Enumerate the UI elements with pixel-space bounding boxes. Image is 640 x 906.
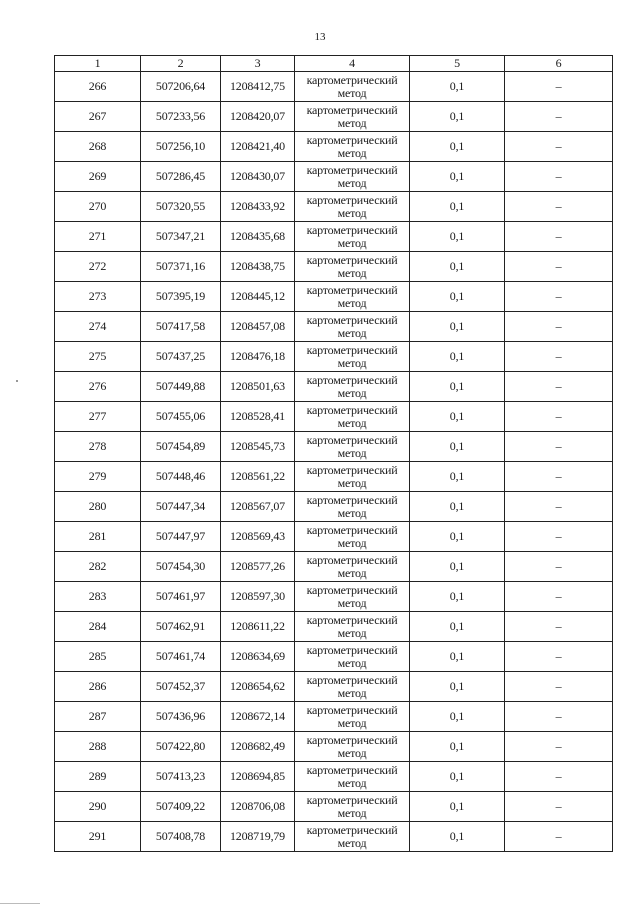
- x-coordinate-cell: 507347,21: [141, 222, 221, 252]
- accuracy-cell: 0,1: [410, 102, 505, 132]
- x-coordinate-cell: 507409,22: [141, 792, 221, 822]
- method-line1: картометрический: [306, 822, 398, 837]
- method-line1: картометрический: [306, 282, 398, 297]
- description-cell: –: [505, 792, 613, 822]
- column-header: 3: [221, 56, 295, 72]
- page-number: 13: [314, 31, 326, 43]
- y-coordinate-cell: 1208706,08: [221, 792, 295, 822]
- accuracy-cell: 0,1: [410, 612, 505, 642]
- method-cell: [295, 732, 410, 762]
- point-number-cell: 276: [55, 372, 141, 402]
- accuracy-cell: 0,1: [410, 312, 505, 342]
- point-number-cell: 286: [55, 672, 141, 702]
- method-line2: метод: [337, 535, 367, 550]
- table-row: [55, 102, 613, 132]
- accuracy-cell: 0,1: [410, 732, 505, 762]
- y-coordinate-cell: 1208445,12: [221, 282, 295, 312]
- column-header: 6: [505, 56, 613, 72]
- accuracy-cell: 0,1: [410, 372, 505, 402]
- description-cell: –: [505, 222, 613, 252]
- method-line2: метод: [337, 235, 367, 250]
- x-coordinate-cell: 507454,89: [141, 432, 221, 462]
- method-line1: картометрический: [306, 192, 398, 207]
- table-row: [55, 72, 613, 102]
- method-cell: [295, 72, 410, 102]
- method-line1: картометрический: [306, 222, 398, 237]
- accuracy-cell: 0,1: [410, 522, 505, 552]
- description-cell: –: [505, 312, 613, 342]
- table-row: [55, 432, 613, 462]
- accuracy-cell: 0,1: [410, 792, 505, 822]
- x-coordinate-cell: 507447,97: [141, 522, 221, 552]
- method-line1: картометрический: [306, 372, 398, 387]
- method-line1: картометрический: [306, 402, 398, 417]
- column-header: 4: [295, 56, 410, 72]
- method-line2: метод: [337, 745, 367, 760]
- method-line2: метод: [337, 805, 367, 820]
- x-coordinate-cell: 507462,91: [141, 612, 221, 642]
- method-cell: [295, 402, 410, 432]
- x-coordinate-cell: 507437,25: [141, 342, 221, 372]
- y-coordinate-cell: 1208577,26: [221, 552, 295, 582]
- table-row: [55, 702, 613, 732]
- description-cell: –: [505, 192, 613, 222]
- accuracy-cell: 0,1: [410, 552, 505, 582]
- y-coordinate-cell: 1208421,40: [221, 132, 295, 162]
- y-coordinate-cell: 1208435,68: [221, 222, 295, 252]
- x-coordinate-cell: 507256,10: [141, 132, 221, 162]
- x-coordinate-cell: 507286,45: [141, 162, 221, 192]
- point-number-cell: 269: [55, 162, 141, 192]
- table-row: [55, 612, 613, 642]
- method-line2: метод: [337, 295, 367, 310]
- x-coordinate-cell: 507447,34: [141, 492, 221, 522]
- table-row: [55, 792, 613, 822]
- point-number-cell: 275: [55, 342, 141, 372]
- table-row: [55, 822, 613, 852]
- point-number-cell: 278: [55, 432, 141, 462]
- y-coordinate-cell: 1208561,22: [221, 462, 295, 492]
- description-cell: –: [505, 582, 613, 612]
- table-row: [55, 732, 613, 762]
- point-number-cell: 290: [55, 792, 141, 822]
- point-number-cell: 274: [55, 312, 141, 342]
- point-number-cell: 281: [55, 522, 141, 552]
- method-line1: картометрический: [306, 132, 398, 147]
- method-line1: картометрический: [306, 102, 398, 117]
- accuracy-cell: 0,1: [410, 822, 505, 852]
- y-coordinate-cell: 1208634,69: [221, 642, 295, 672]
- method-line2: метод: [337, 835, 367, 850]
- x-coordinate-cell: 507371,16: [141, 252, 221, 282]
- description-cell: –: [505, 372, 613, 402]
- method-cell: [295, 552, 410, 582]
- point-number-cell: 282: [55, 552, 141, 582]
- table-row: [55, 342, 613, 372]
- table-row: [55, 222, 613, 252]
- accuracy-cell: 0,1: [410, 762, 505, 792]
- description-cell: –: [505, 672, 613, 702]
- method-cell: [295, 102, 410, 132]
- method-cell: [295, 252, 410, 282]
- point-number-cell: 285: [55, 642, 141, 672]
- method-line1: картометрический: [306, 612, 398, 627]
- method-cell: [295, 792, 410, 822]
- description-cell: –: [505, 162, 613, 192]
- point-number-cell: 289: [55, 762, 141, 792]
- point-number-cell: 291: [55, 822, 141, 852]
- method-line2: метод: [337, 625, 367, 640]
- method-line1: картометрический: [306, 492, 398, 507]
- y-coordinate-cell: 1208438,75: [221, 252, 295, 282]
- y-coordinate-cell: 1208654,62: [221, 672, 295, 702]
- description-cell: –: [505, 552, 613, 582]
- method-line1: картометрический: [306, 642, 398, 657]
- table-row: [55, 492, 613, 522]
- accuracy-cell: 0,1: [410, 462, 505, 492]
- method-line1: картометрический: [306, 792, 398, 807]
- accuracy-cell: 0,1: [410, 222, 505, 252]
- table-row: [55, 672, 613, 702]
- method-cell: [295, 342, 410, 372]
- accuracy-cell: 0,1: [410, 132, 505, 162]
- accuracy-cell: 0,1: [410, 282, 505, 312]
- accuracy-cell: 0,1: [410, 252, 505, 282]
- method-line2: метод: [337, 685, 367, 700]
- description-cell: –: [505, 282, 613, 312]
- description-cell: –: [505, 462, 613, 492]
- accuracy-cell: 0,1: [410, 492, 505, 522]
- method-cell: [295, 192, 410, 222]
- point-number-cell: 284: [55, 612, 141, 642]
- y-coordinate-cell: 1208433,92: [221, 192, 295, 222]
- point-number-cell: 288: [55, 732, 141, 762]
- point-number-cell: 271: [55, 222, 141, 252]
- description-cell: –: [505, 522, 613, 552]
- description-cell: –: [505, 822, 613, 852]
- coordinates-table: [54, 55, 613, 852]
- accuracy-cell: 0,1: [410, 702, 505, 732]
- method-cell: [295, 822, 410, 852]
- description-cell: –: [505, 102, 613, 132]
- x-coordinate-cell: 507417,58: [141, 312, 221, 342]
- y-coordinate-cell: 1208545,73: [221, 432, 295, 462]
- method-line2: метод: [337, 85, 367, 100]
- x-coordinate-cell: 507452,37: [141, 672, 221, 702]
- column-header: 5: [410, 56, 505, 72]
- method-line2: метод: [337, 205, 367, 220]
- table-row: [55, 582, 613, 612]
- point-number-cell: 279: [55, 462, 141, 492]
- method-line1: картометрический: [306, 582, 398, 597]
- method-line2: метод: [337, 505, 367, 520]
- method-line1: картометрический: [306, 672, 398, 687]
- x-coordinate-cell: 507233,56: [141, 102, 221, 132]
- point-number-cell: 280: [55, 492, 141, 522]
- method-cell: [295, 582, 410, 612]
- y-coordinate-cell: 1208569,43: [221, 522, 295, 552]
- scan-speck: [16, 380, 18, 382]
- method-cell: [295, 492, 410, 522]
- description-cell: –: [505, 492, 613, 522]
- column-header: 1: [55, 56, 141, 72]
- method-line1: картометрический: [306, 762, 398, 777]
- y-coordinate-cell: 1208719,79: [221, 822, 295, 852]
- method-line2: метод: [337, 595, 367, 610]
- table-row: [55, 132, 613, 162]
- method-line2: метод: [337, 385, 367, 400]
- accuracy-cell: 0,1: [410, 582, 505, 612]
- x-coordinate-cell: 507395,19: [141, 282, 221, 312]
- method-cell: [295, 162, 410, 192]
- accuracy-cell: 0,1: [410, 72, 505, 102]
- table-row: [55, 762, 613, 792]
- method-cell: [295, 462, 410, 492]
- method-line1: картометрический: [306, 552, 398, 567]
- method-line1: картометрический: [306, 162, 398, 177]
- accuracy-cell: 0,1: [410, 432, 505, 462]
- y-coordinate-cell: 1208694,85: [221, 762, 295, 792]
- description-cell: –: [505, 612, 613, 642]
- x-coordinate-cell: 507413,23: [141, 762, 221, 792]
- method-line1: картометрический: [306, 462, 398, 477]
- method-cell: [295, 522, 410, 552]
- x-coordinate-cell: 507408,78: [141, 822, 221, 852]
- description-cell: –: [505, 642, 613, 672]
- method-cell: [295, 642, 410, 672]
- method-line2: метод: [337, 775, 367, 790]
- point-number-cell: 270: [55, 192, 141, 222]
- table-row: [55, 192, 613, 222]
- x-coordinate-cell: 507436,96: [141, 702, 221, 732]
- y-coordinate-cell: 1208682,49: [221, 732, 295, 762]
- method-cell: [295, 612, 410, 642]
- point-number-cell: 266: [55, 72, 141, 102]
- method-cell: [295, 702, 410, 732]
- method-cell: [295, 762, 410, 792]
- method-line1: картометрический: [306, 432, 398, 447]
- point-number-cell: 272: [55, 252, 141, 282]
- method-line2: метод: [337, 265, 367, 280]
- y-coordinate-cell: 1208457,08: [221, 312, 295, 342]
- method-line1: картометрический: [306, 732, 398, 747]
- table-row: [55, 642, 613, 672]
- x-coordinate-cell: 507454,30: [141, 552, 221, 582]
- method-line2: метод: [337, 175, 367, 190]
- description-cell: –: [505, 72, 613, 102]
- y-coordinate-cell: 1208412,75: [221, 72, 295, 102]
- method-line1: картометрический: [306, 702, 398, 717]
- table-row: [55, 252, 613, 282]
- point-number-cell: 267: [55, 102, 141, 132]
- method-line2: метод: [337, 325, 367, 340]
- method-line2: метод: [337, 475, 367, 490]
- description-cell: –: [505, 402, 613, 432]
- y-coordinate-cell: 1208501,63: [221, 372, 295, 402]
- scan-edge-mark: [0, 903, 40, 904]
- x-coordinate-cell: 507455,06: [141, 402, 221, 432]
- description-cell: –: [505, 432, 613, 462]
- table-row: [55, 372, 613, 402]
- method-line1: картометрический: [306, 252, 398, 267]
- y-coordinate-cell: 1208567,07: [221, 492, 295, 522]
- accuracy-cell: 0,1: [410, 672, 505, 702]
- table-row: [55, 522, 613, 552]
- x-coordinate-cell: 507461,97: [141, 582, 221, 612]
- accuracy-cell: 0,1: [410, 162, 505, 192]
- method-line2: метод: [337, 115, 367, 130]
- table-row: [55, 312, 613, 342]
- method-cell: [295, 132, 410, 162]
- method-line2: метод: [337, 445, 367, 460]
- method-cell: [295, 312, 410, 342]
- method-line2: метод: [337, 415, 367, 430]
- y-coordinate-cell: 1208476,18: [221, 342, 295, 372]
- x-coordinate-cell: 507461,74: [141, 642, 221, 672]
- x-coordinate-cell: 507448,46: [141, 462, 221, 492]
- method-line2: метод: [337, 715, 367, 730]
- y-coordinate-cell: 1208597,30: [221, 582, 295, 612]
- accuracy-cell: 0,1: [410, 342, 505, 372]
- method-line2: метод: [337, 565, 367, 580]
- description-cell: –: [505, 762, 613, 792]
- method-cell: [295, 222, 410, 252]
- table-row: [55, 402, 613, 432]
- method-line2: метод: [337, 655, 367, 670]
- x-coordinate-cell: 507422,80: [141, 732, 221, 762]
- description-cell: –: [505, 732, 613, 762]
- y-coordinate-cell: 1208430,07: [221, 162, 295, 192]
- point-number-cell: 287: [55, 702, 141, 732]
- x-coordinate-cell: 507206,64: [141, 72, 221, 102]
- x-coordinate-cell: 507320,55: [141, 192, 221, 222]
- y-coordinate-cell: 1208611,22: [221, 612, 295, 642]
- header-row: [55, 56, 613, 72]
- table-row: [55, 162, 613, 192]
- method-line1: картометрический: [306, 342, 398, 357]
- point-number-cell: 277: [55, 402, 141, 432]
- x-coordinate-cell: 507449,88: [141, 372, 221, 402]
- table-row: [55, 552, 613, 582]
- method-cell: [295, 432, 410, 462]
- method-line2: метод: [337, 145, 367, 160]
- method-line1: картометрический: [306, 72, 398, 87]
- description-cell: –: [505, 342, 613, 372]
- method-cell: [295, 672, 410, 702]
- description-cell: –: [505, 702, 613, 732]
- method-cell: [295, 282, 410, 312]
- method-line2: метод: [337, 355, 367, 370]
- y-coordinate-cell: 1208672,14: [221, 702, 295, 732]
- y-coordinate-cell: 1208528,41: [221, 402, 295, 432]
- table-body: [55, 56, 613, 852]
- method-line1: картометрический: [306, 522, 398, 537]
- table-row: [55, 282, 613, 312]
- accuracy-cell: 0,1: [410, 402, 505, 432]
- accuracy-cell: 0,1: [410, 642, 505, 672]
- point-number-cell: 283: [55, 582, 141, 612]
- point-number-cell: 273: [55, 282, 141, 312]
- accuracy-cell: 0,1: [410, 192, 505, 222]
- column-header: 2: [141, 56, 221, 72]
- method-cell: [295, 372, 410, 402]
- description-cell: –: [505, 252, 613, 282]
- table-row: [55, 462, 613, 492]
- y-coordinate-cell: 1208420,07: [221, 102, 295, 132]
- point-number-cell: 268: [55, 132, 141, 162]
- description-cell: –: [505, 132, 613, 162]
- method-line1: картометрический: [306, 312, 398, 327]
